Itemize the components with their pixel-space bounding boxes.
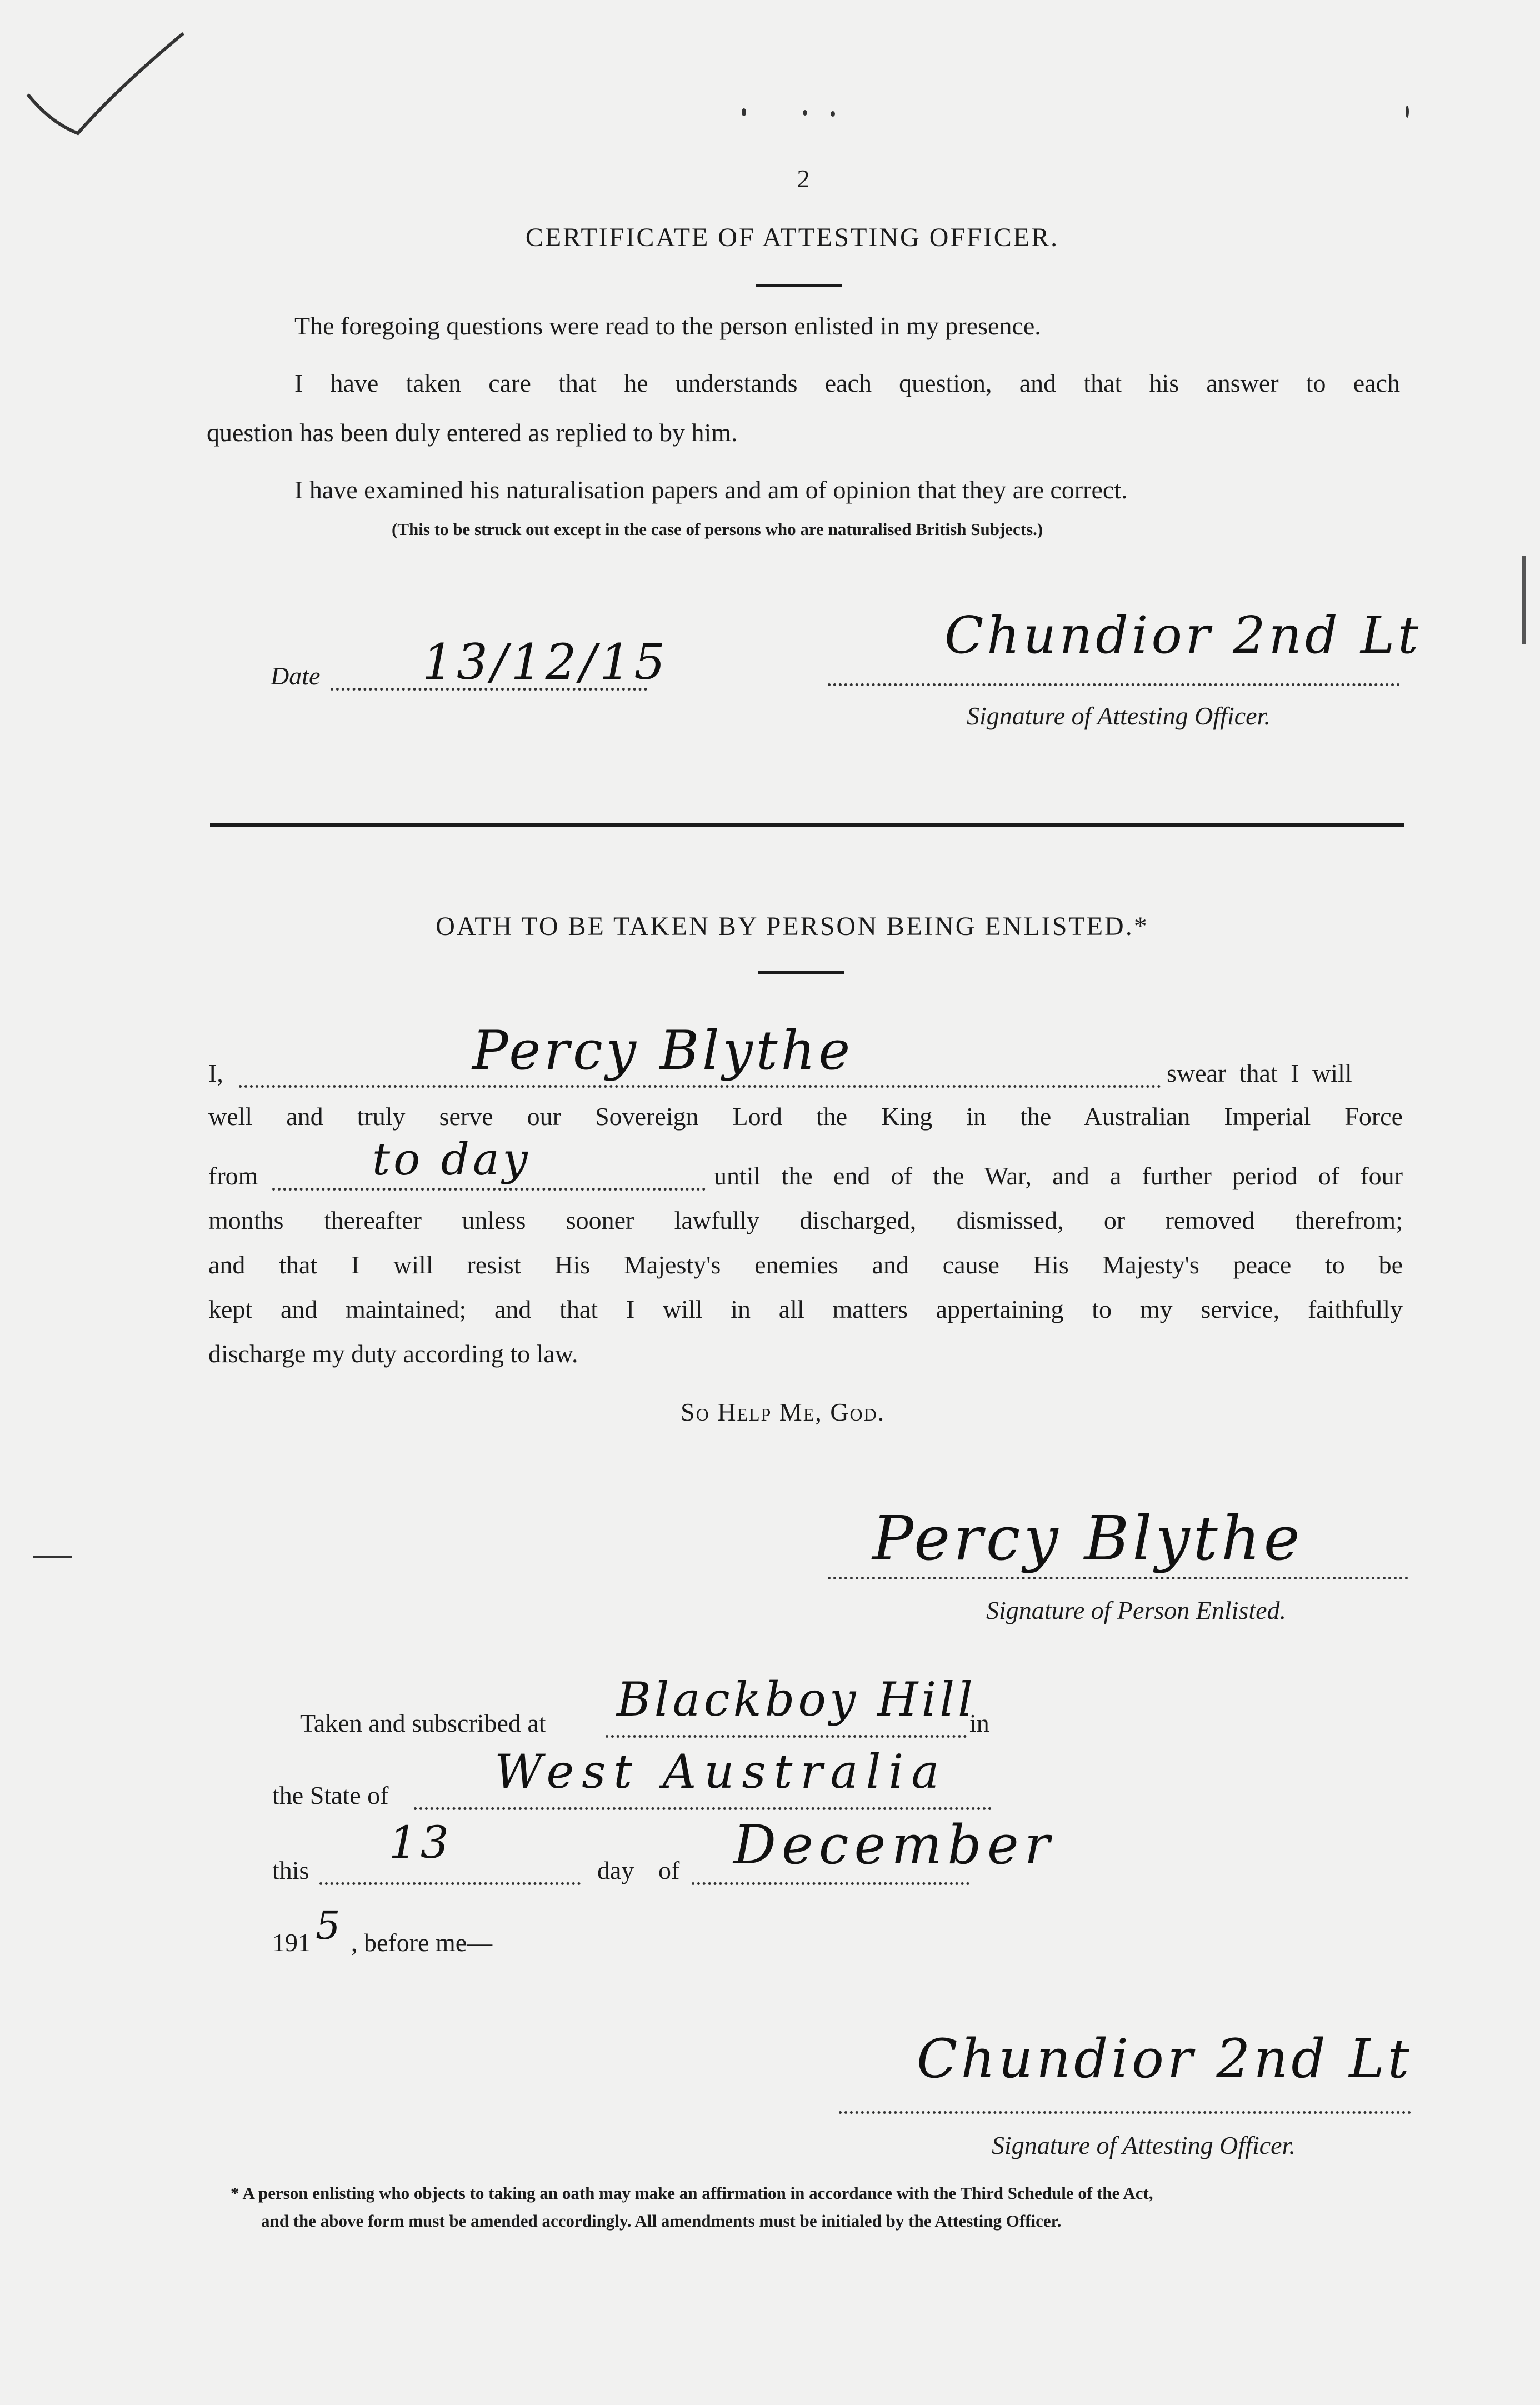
oath-line-4: months thereafter unless sooner lawfully discharged, dismissed, or removed therefrom;: [208, 1206, 1403, 1234]
taken-subscribed-label: Taken and subscribed at: [300, 1709, 546, 1737]
oath-line-3: until the end of the War, and a further period of four: [714, 1162, 1403, 1190]
oath-from-value: to day: [372, 1133, 531, 1185]
officer-signature-line: [828, 683, 1400, 686]
state-label: the State of: [272, 1781, 389, 1809]
check-mark-icon: [17, 22, 194, 144]
day-dotted-line: [319, 1882, 581, 1885]
state-dotted-line: [414, 1807, 992, 1810]
month-dotted-line: [692, 1882, 969, 1885]
place-dotted-line: [606, 1735, 967, 1738]
oath-name: Percy Blythe: [472, 1019, 854, 1082]
subscribed-day: 13: [389, 1817, 452, 1868]
oath-swear: swear that I will: [1167, 1059, 1352, 1087]
this-label: this: [272, 1856, 309, 1884]
in-label: in: [969, 1709, 989, 1737]
certificate-line-2b: question has been duly entered as replied to by him.: [207, 418, 738, 447]
enlisted-signature-label: Signature of Person Enlisted.: [986, 1596, 1287, 1624]
date-value: 13/12/15: [422, 633, 669, 691]
year-prefix: 191: [272, 1928, 311, 1957]
day-label: day: [597, 1856, 634, 1884]
of-label: of: [658, 1856, 680, 1884]
officer-signature: Chundior 2nd Lt: [944, 606, 1422, 665]
from-dotted-line: [272, 1188, 706, 1191]
year-digit: 5: [316, 1903, 344, 1948]
scan-speck: [831, 111, 835, 117]
enlisted-signature: Percy Blythe: [872, 1503, 1303, 1574]
oath-line-5: and that I will resist His Majesty's enemies and cause His Majesty's peace to be: [208, 1251, 1403, 1279]
page-number: 2: [797, 164, 810, 193]
date-label: Date: [271, 662, 321, 690]
officer-signature-label: Signature of Attesting Officer.: [967, 702, 1271, 730]
scan-edge-mark: [1522, 556, 1526, 644]
oath-from-label: from: [208, 1162, 258, 1190]
section-divider: [210, 823, 1404, 827]
so-help-me-god: So Help Me, God.: [681, 1398, 886, 1426]
subscribed-state: West Australia: [494, 1744, 947, 1799]
before-me: , before me—: [351, 1928, 493, 1957]
oath-line-6: kept and maintained; and that I will in all matters appertaining to my service, faithfully: [208, 1295, 1403, 1323]
officer-signature-2-label: Signature of Attesting Officer.: [992, 2131, 1296, 2159]
subscribed-month: December: [733, 1814, 1056, 1876]
certificate-note: (This to be struck out except in the case of persons who are naturalised British Subjects.): [392, 519, 1043, 539]
enlisted-signature-line: [828, 1577, 1408, 1579]
title-underline: [756, 284, 842, 287]
oath-title-underline: [758, 971, 844, 974]
certificate-line-1: The foregoing questions were read to the person enlisted in my presence.: [294, 312, 1041, 340]
scan-speck: [33, 1556, 72, 1558]
footnote-line-1: * A person enlisting who objects to taking an oath may make an affirmation in accordance with the Third Schedule of the Act,: [231, 2183, 1153, 2203]
certificate-title: CERTIFICATE OF ATTESTING OFFICER.: [525, 223, 1059, 252]
scan-speck: [1406, 106, 1409, 118]
certificate-line-3: I have examined his naturalisation papers and am of opinion that they are correct.: [294, 476, 1128, 504]
oath-line-2: well and truly serve our Sovereign Lord the King in the Australian Imperial Force: [208, 1102, 1403, 1131]
footnote-line-2: and the above form must be amended accordingly. All amendments must be initialed by the Attesting Officer.: [261, 2211, 1062, 2231]
certificate-line-2a: I have taken care that he understands each question, and that his answer to each: [294, 369, 1400, 397]
officer-signature-2-line: [839, 2111, 1411, 2114]
scan-speck: [803, 110, 807, 116]
oath-i-label: I,: [208, 1059, 223, 1087]
name-dotted-line: [239, 1085, 1161, 1088]
officer-signature-2: Chundior 2nd Lt: [917, 2028, 1413, 2090]
oath-line-7: discharge my duty according to law.: [208, 1339, 578, 1368]
subscribed-place: Blackboy Hill: [617, 1672, 976, 1727]
scan-speck: [742, 108, 746, 116]
oath-title: OATH TO BE TAKEN BY PERSON BEING ENLISTED.*: [436, 912, 1149, 941]
